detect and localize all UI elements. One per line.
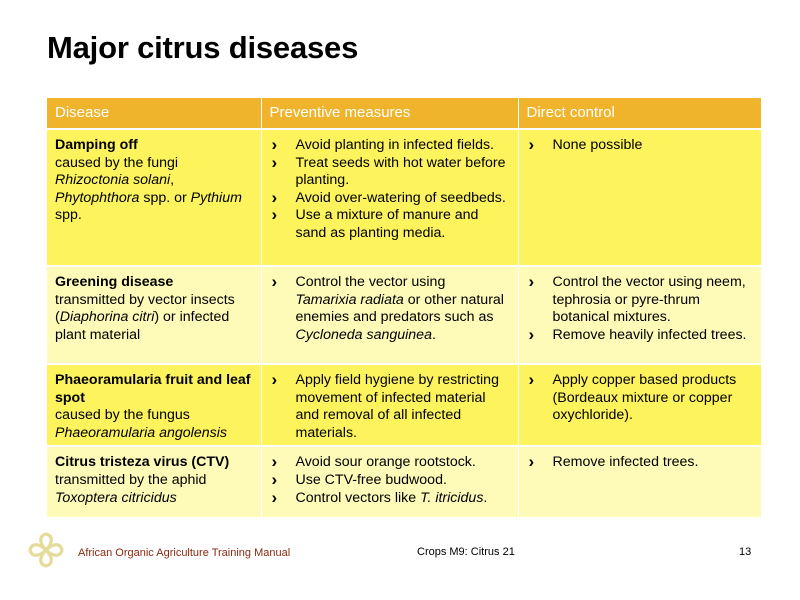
preventive-item <box>270 274 510 344</box>
text-run: Treat seeds with hot water before planting. <box>295 154 506 189</box>
italic-text: T. itricidus <box>420 489 484 506</box>
preventive-item <box>270 372 510 442</box>
bullet-list <box>527 454 753 472</box>
text-run: transmitted by vector insects ( <box>55 291 235 326</box>
italic-text: Phytophthora <box>55 189 140 206</box>
disease-name: Citrus tristeza virus (CTV) <box>55 454 230 471</box>
italic-text: Cycloneda sanguinea <box>295 326 432 343</box>
header-preventive: Preventive measures <box>261 98 518 129</box>
text-run: Control the vector using <box>295 274 446 290</box>
text-run: Avoid sour orange rootstock. <box>295 454 476 471</box>
text-run: None possible <box>552 137 643 153</box>
text-run: transmitted by the aphid <box>55 471 207 488</box>
text-run: Use a mixture of manure and sand as planting media. <box>295 207 479 241</box>
preventive-cell <box>261 446 518 517</box>
text-run: . <box>431 326 436 343</box>
disease-cell <box>47 266 261 364</box>
text-run: caused by the fungi <box>55 154 179 171</box>
control-cell <box>518 129 761 266</box>
flower-knot-logo-icon <box>26 530 66 570</box>
italic-text: Tamarixia radiata <box>295 291 404 308</box>
disease-description <box>55 155 253 225</box>
control-cell <box>518 446 761 517</box>
italic-text: Diaphorina citri <box>59 309 155 326</box>
header-control: Direct control <box>518 98 761 129</box>
text-run: Use CTV-free budwood. <box>295 471 447 488</box>
text-run: Avoid planting in infected fields. <box>295 137 494 153</box>
text-run: ) or infected plant material <box>55 309 230 343</box>
footer-manual-title: African Organic Agriculture Training Manual <box>78 547 291 559</box>
disease-description <box>55 292 253 345</box>
text-run: or other natural enemies and predators such as <box>295 291 504 326</box>
disease-name: Greening disease <box>55 274 174 290</box>
table-row <box>47 364 761 446</box>
preventive-item <box>270 207 510 242</box>
preventive-item <box>270 490 510 508</box>
page-title: Major citrus diseases <box>47 30 359 65</box>
text-run: spp. or <box>139 189 191 206</box>
bullet-list <box>527 372 753 425</box>
preventive-item <box>270 454 510 472</box>
text-run: , <box>170 172 175 189</box>
control-cell <box>518 266 761 364</box>
preventive-cell <box>261 364 518 446</box>
preventive-cell <box>261 266 518 364</box>
italic-text: Phaeoramularia angolensis <box>55 424 227 441</box>
text-run: Apply field hygiene by restricting movement of infected material and removal of all infected materials. <box>295 372 499 441</box>
disease-name: Damping off <box>55 137 138 153</box>
preventive-item <box>270 190 510 208</box>
control-item <box>527 327 753 345</box>
control-item <box>527 372 753 425</box>
bullet-list <box>270 454 510 507</box>
preventive-item <box>270 155 510 190</box>
control-item <box>527 137 753 155</box>
disease-description <box>55 407 253 442</box>
text-run: Remove heavily infected trees. <box>552 326 747 343</box>
table-header-row <box>47 98 761 129</box>
text-run: caused by the fungus <box>55 407 190 424</box>
text-run: Control vectors like <box>295 489 421 506</box>
diseases-table <box>47 98 762 517</box>
text-run: . <box>483 489 488 506</box>
disease-description <box>55 472 253 507</box>
preventive-item <box>270 472 510 490</box>
bullet-list <box>270 137 510 243</box>
control-item <box>527 454 753 472</box>
italic-text: Pythium <box>190 189 242 206</box>
disease-name: Phaeoramularia fruit and leaf spot <box>55 372 251 406</box>
table-row <box>47 446 761 517</box>
footer-page-number: 13 <box>739 546 752 558</box>
bullet-list <box>527 274 753 344</box>
control-item <box>527 274 753 327</box>
text-run: Remove infected trees. <box>552 454 699 471</box>
italic-text: Toxoptera citricidus <box>55 489 177 506</box>
preventive-item <box>270 137 510 155</box>
control-cell <box>518 364 761 446</box>
disease-cell <box>47 364 261 446</box>
italic-text: Rhizoctonia solani <box>55 172 171 189</box>
header-disease: Disease <box>47 98 261 129</box>
text-run: Control the vector using neem, tephrosia or pyre-thrum botanical mixtures. <box>552 274 746 326</box>
bullet-list <box>270 274 510 344</box>
disease-cell <box>47 129 261 266</box>
disease-cell <box>47 446 261 517</box>
text-run: Apply copper based products (Bordeaux mixture or copper oxychloride). <box>552 372 737 424</box>
text-run: spp. <box>55 207 82 224</box>
preventive-cell <box>261 129 518 266</box>
text-run: Avoid over-watering of seedbeds. <box>295 189 506 206</box>
bullet-list <box>527 137 753 155</box>
footer-module: Crops M9: Citrus 21 <box>417 546 515 558</box>
bullet-list <box>270 372 510 442</box>
table-row <box>47 266 761 364</box>
table-row <box>47 129 761 266</box>
